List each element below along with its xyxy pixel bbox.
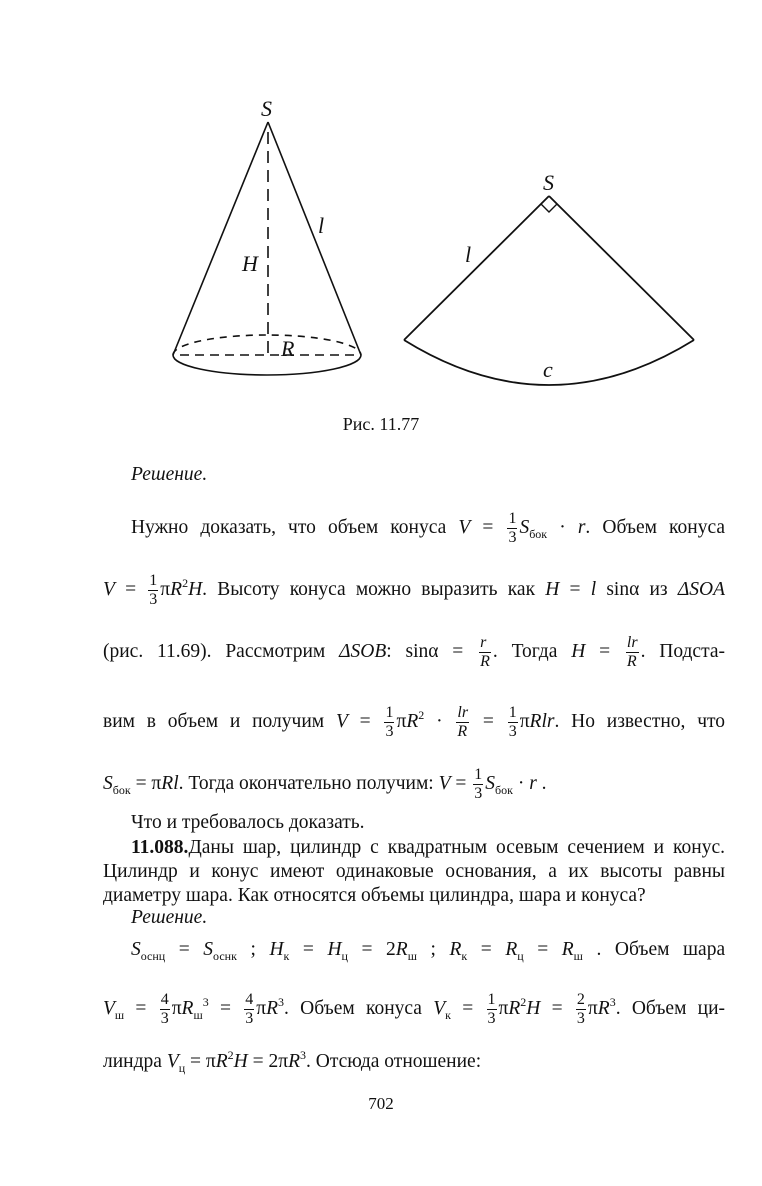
solution-line-2 xyxy=(103,572,725,609)
text: из xyxy=(649,578,668,600)
formula-heights: $H_к = H_ц = 2R_ш$ ; xyxy=(269,939,436,963)
triangle-soa: ΔSOA xyxy=(677,578,726,600)
solution2-heading: Решение. xyxy=(131,907,208,928)
text: . Отсюда отношение: xyxy=(306,1051,482,1072)
formula-height: H = l sinα xyxy=(545,578,640,600)
formula-cone-volume: V = $\frac{1}{3}$ $S_{бок} \cdot r$ xyxy=(458,510,586,546)
text: . Высоту конуса можно выразить как xyxy=(202,578,536,600)
text: . Тогда xyxy=(492,640,558,662)
figure-caption: Рис. 11.77 xyxy=(342,414,420,434)
text: линдра xyxy=(103,1051,162,1072)
solution-line-5 xyxy=(103,766,725,803)
sector-side-label: l xyxy=(465,242,472,267)
text: . Объем ци- xyxy=(615,997,726,1019)
sector-apex-label: S xyxy=(543,170,554,195)
text: шара xyxy=(683,939,726,960)
problem-line-1 xyxy=(103,837,725,859)
cone-radius-label: R xyxy=(281,336,295,361)
solution2-line-1 xyxy=(103,939,725,964)
text: вим в объем и получим xyxy=(103,710,325,732)
figure-11-77 xyxy=(0,0,762,400)
text: . Но известно, что xyxy=(554,710,726,732)
cone-slant-label: l xyxy=(318,213,325,238)
formula-final: V = $\frac{1}{3}$ $S_{бок} \cdot r$ . xyxy=(438,766,547,802)
problem-line-3: диаметру шара. Как относятся объемы цилиндра, шара и конуса? xyxy=(103,885,646,906)
formula-radii: $R_к = R_ц = R_ш$ . xyxy=(449,939,602,963)
conclusion: Что и требовалось доказать. xyxy=(131,812,365,833)
solution-heading: Решение. xyxy=(131,464,208,485)
formula-substitution: V = $\frac{1}{3}$ $\pi R^2$ · $\frac{lr}{R}$ = $\frac{1}{3}$ πRlr xyxy=(335,704,555,740)
formula-cylinder-volume: $V_ц = \pi R^2H = 2\pi R^3$ xyxy=(166,1048,307,1075)
text: . Тогда окончательно получим: xyxy=(178,772,434,794)
cone-height-label: H xyxy=(242,251,258,276)
formula-sphere-volume: $V_ш$ = $\frac{4}{3}$ $\pi R_ш^3$ = $\frac{4}{3}$ $\pi R^3$ xyxy=(103,991,285,1027)
solution2-line-2 xyxy=(103,991,725,1028)
formula-bases: $S_{оснц} = S_{оснк}$ ; xyxy=(131,939,256,963)
formula-lateral: $S_{бок} = \pi Rl$ xyxy=(103,772,179,797)
formula-cone-vol: $V_к$ = $\frac{1}{3}$ $\pi R^2H$ = $\frac{2}{3}$ $\pi R^3$ xyxy=(433,991,616,1027)
formula-sin: ΔSOB: sinα = $\frac{r}{R}$ xyxy=(339,634,490,670)
solution-line-3 xyxy=(103,634,725,671)
text: Объем xyxy=(614,939,670,960)
text: . Объем конуса xyxy=(284,997,422,1019)
text: . Подста- xyxy=(640,640,725,662)
text: Нужно доказать, что объем конуса xyxy=(131,516,447,538)
formula-volume: V = $\frac{1}{3}$ $\pi R^2H$ xyxy=(103,572,203,608)
text: Даны шар, цилиндр с квадратным осевым сечением и конус. xyxy=(188,837,725,858)
problem-number: 11.088. xyxy=(131,837,189,858)
page-number: 702 xyxy=(368,1094,394,1113)
solution-line-1 xyxy=(103,510,725,547)
text: (рис. 11.69). Рассмотрим xyxy=(103,640,326,662)
formula-h: H = $\frac{lr}{R}$ xyxy=(571,634,638,670)
cone-drawing xyxy=(173,122,361,375)
sector-arc-label: c xyxy=(543,357,553,382)
solution-line-4 xyxy=(103,704,725,741)
solution2-line-3 xyxy=(103,1048,725,1076)
problem-line-2: Цилиндр и конус имеют одинаковые основания, а их высоты равны xyxy=(103,861,725,882)
cone-apex-label: S xyxy=(261,96,272,121)
text: . Объем конуса xyxy=(585,516,726,538)
